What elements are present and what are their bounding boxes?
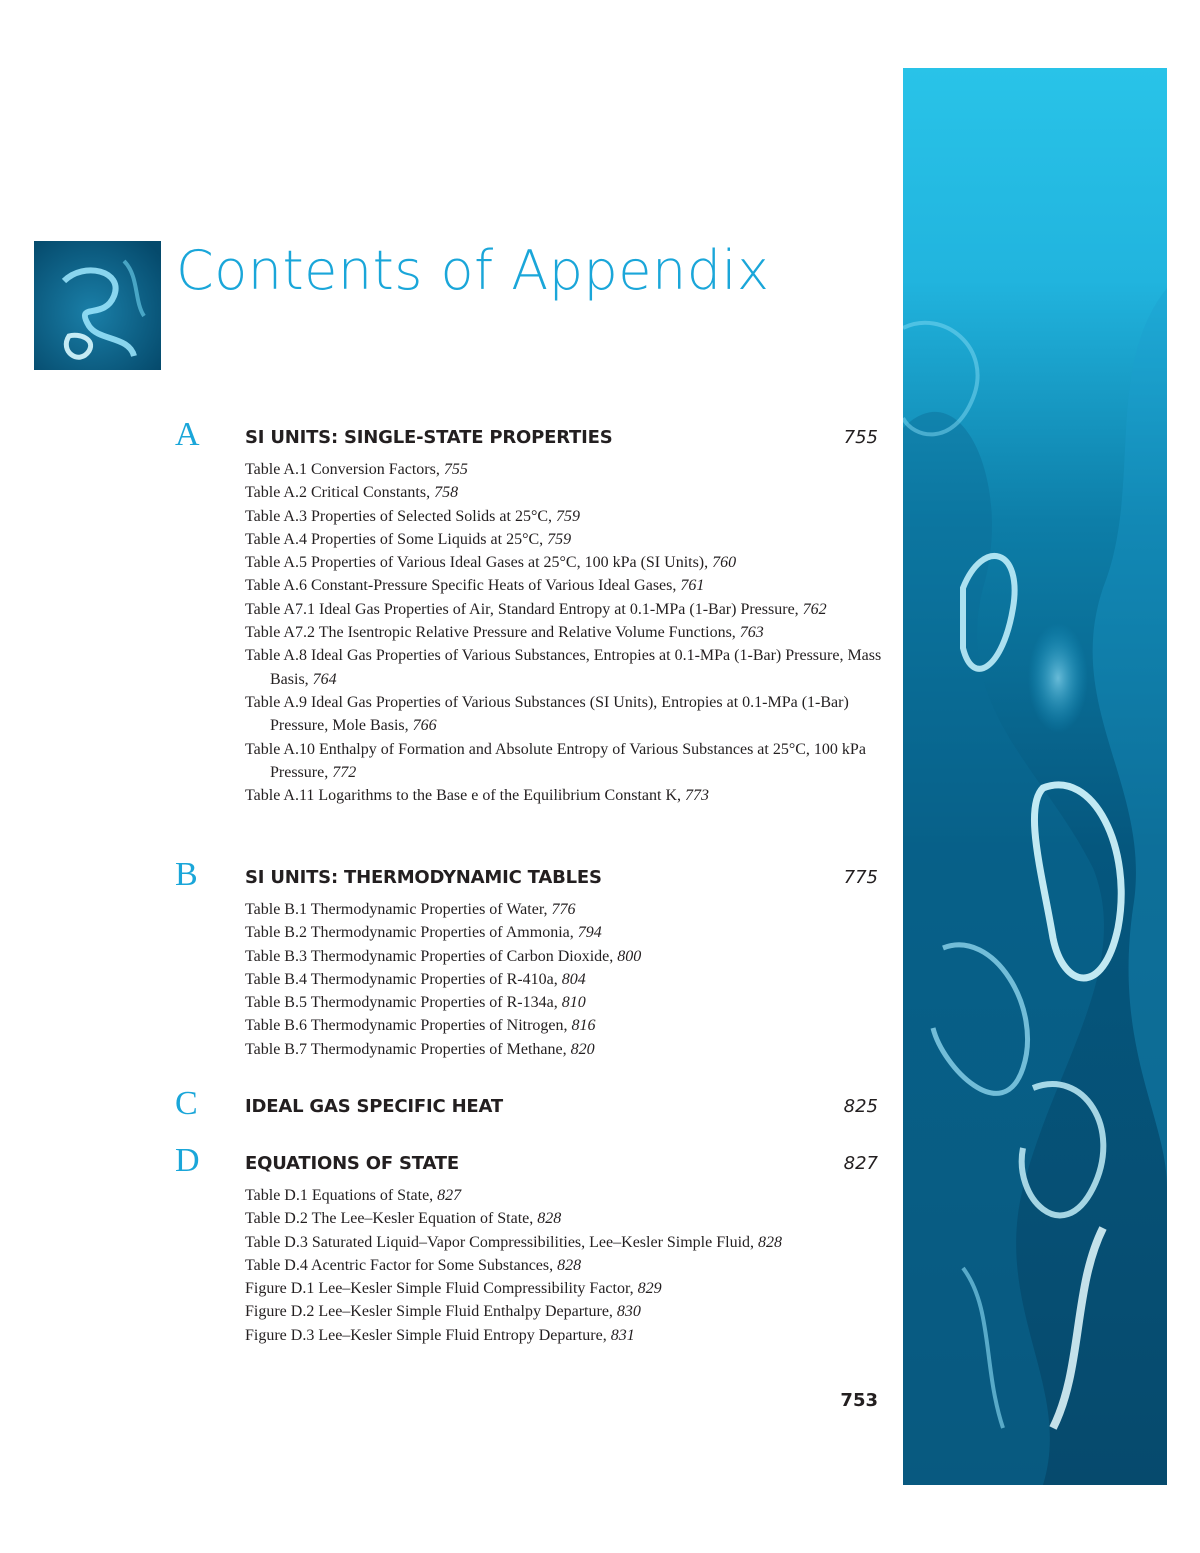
section-page-number: 825 — [843, 1096, 878, 1117]
toc-entry-page: 762 — [802, 600, 827, 618]
toc-entry — [245, 1254, 885, 1277]
toc-entry-text: Table A7.2 The Isentropic Relative Pressure and Relative Volume Functions, — [245, 624, 736, 642]
toc-entry-page: 810 — [561, 994, 586, 1012]
toc-entry — [245, 945, 885, 968]
toc-entry-page: 760 — [712, 554, 737, 572]
toc-entry-text: Table A.1 Conversion Factors, — [245, 461, 440, 478]
toc-entry-text: Table A.6 Constant-Pressure Specific Heats of Various Ideal Gases, — [245, 577, 677, 595]
section-title: SI UNITS: SINGLE-STATE PROPERTIES — [245, 427, 613, 448]
toc-entry-page: 829 — [637, 1280, 662, 1298]
toc-entry — [245, 481, 885, 504]
toc-entry — [245, 1300, 885, 1323]
section-entries — [245, 1184, 885, 1347]
smoke-thumbnail-image — [34, 241, 161, 370]
toc-entry-text: Table B.2 Thermodynamic Properties of Ammonia, — [245, 924, 574, 942]
section-entries — [245, 458, 885, 807]
toc-entry — [245, 968, 885, 991]
toc-entry-text: Table A.9 Ideal Gas Properties of Various Substances (SI Units), Entropies at 0.1-MPa (1-Bar) Pressure, Mole Basis, — [245, 693, 849, 735]
page-title: Contents of Appendix — [176, 239, 770, 302]
toc-entry — [245, 1231, 885, 1254]
toc-entry-page: 755 — [443, 461, 468, 478]
toc-entry — [245, 898, 885, 921]
toc-entry-page: 759 — [556, 507, 581, 525]
smoke-band-image — [903, 68, 1167, 1485]
toc-entry-text: Table A.10 Enthalpy of Formation and Absolute Entropy of Various Substances at 25°C, 100 kPa Pressure, — [245, 740, 866, 781]
toc-entry-text: Table A.5 Properties of Various Ideal Gases at 25°C, 100 kPa (SI Units), — [245, 554, 709, 572]
toc-entry — [245, 991, 885, 1014]
section-title: EQUATIONS OF STATE — [245, 1153, 459, 1174]
section-page-number: 827 — [843, 1153, 878, 1174]
toc-entry-text: Table B.6 Thermodynamic Properties of Nitrogen, — [245, 1017, 568, 1035]
section-title: IDEAL GAS SPECIFIC HEAT — [245, 1096, 503, 1117]
toc-entry-page: 763 — [739, 624, 764, 642]
toc-entry — [245, 528, 885, 551]
decorative-smoke-thumbnail — [34, 241, 161, 370]
toc-entry-page: 820 — [570, 1040, 595, 1058]
toc-entry-page: 764 — [312, 670, 337, 688]
toc-entry-page: 828 — [557, 1256, 582, 1274]
toc-entry-page: 800 — [617, 947, 642, 965]
toc-entry-text: Table B.5 Thermodynamic Properties of R-134a, — [245, 994, 558, 1012]
toc-entry-text: Figure D.1 Lee–Kesler Simple Fluid Compressibility Factor, — [245, 1280, 634, 1298]
toc-entry — [245, 621, 885, 644]
toc-entry-text: Table D.3 Saturated Liquid–Vapor Compressibilities, Lee–Kesler Simple Fluid, — [245, 1233, 755, 1251]
toc-entry-page: 816 — [571, 1017, 596, 1035]
toc-entry-page: 794 — [577, 924, 602, 942]
toc-entry — [245, 551, 885, 574]
toc-entry-text: Table A7.1 Ideal Gas Properties of Air, Standard Entropy at 0.1-MPa (1-Bar) Pressure, — [245, 600, 799, 618]
toc-entry — [245, 1277, 885, 1300]
toc-entry-text: Table B.4 Thermodynamic Properties of R-410a, — [245, 970, 558, 988]
toc-entry-page: 831 — [610, 1326, 635, 1344]
toc-entry-page: 776 — [551, 901, 576, 918]
toc-entry — [245, 1014, 885, 1037]
toc-entry — [245, 458, 885, 481]
toc-entry-text: Table A.2 Critical Constants, — [245, 484, 431, 502]
toc-entry — [245, 598, 885, 621]
toc-entry — [245, 921, 885, 944]
toc-entry — [245, 1207, 885, 1230]
toc-entry — [245, 691, 885, 738]
toc-entry-page: 773 — [685, 787, 709, 805]
section-letter: A — [175, 416, 200, 453]
toc-entry-page: 766 — [412, 717, 437, 735]
section-letter: C — [175, 1085, 198, 1122]
toc-entry-page: 761 — [680, 577, 705, 595]
toc-entry — [245, 784, 885, 807]
toc-entry — [245, 738, 885, 785]
page-folio-number: 753 — [840, 1390, 878, 1411]
toc-entry-text: Table A.11 Logarithms to the Base e of the Equilibrium Constant K, — [245, 787, 681, 805]
toc-entry-page: 828 — [758, 1233, 783, 1251]
toc-entry — [245, 1184, 885, 1207]
toc-entry-text: Table A.4 Properties of Some Liquids at 25°C, — [245, 530, 544, 548]
toc-entry-text: Table A.8 Ideal Gas Properties of Various Substances, Entropies at 0.1-MPa (1-Bar) Pressure, Mass Basis, — [245, 647, 882, 688]
section-letter: B — [175, 856, 198, 893]
section-entries — [245, 898, 885, 1061]
toc-entry-page: 772 — [332, 763, 357, 781]
toc-entry-page: 828 — [537, 1210, 562, 1228]
toc-entry-text: Table D.4 Acentric Factor for Some Substances, — [245, 1256, 554, 1274]
section-title: SI UNITS: THERMODYNAMIC TABLES — [245, 867, 602, 888]
toc-entry-text: Table D.1 Equations of State, — [245, 1187, 434, 1204]
decorative-smoke-band — [903, 68, 1167, 1485]
toc-entry-text: Table A.3 Properties of Selected Solids at 25°C, — [245, 507, 553, 525]
toc-entry — [245, 644, 885, 691]
toc-entry-text: Table B.3 Thermodynamic Properties of Carbon Dioxide, — [245, 947, 614, 965]
toc-entry — [245, 574, 885, 597]
toc-entry-page: 758 — [434, 484, 459, 502]
toc-entry-page: 759 — [547, 530, 572, 548]
toc-entry-text: Table B.1 Thermodynamic Properties of Water, — [245, 901, 548, 918]
toc-entry-text: Figure D.3 Lee–Kesler Simple Fluid Entropy Departure, — [245, 1326, 607, 1344]
toc-entry-text: Table D.2 The Lee–Kesler Equation of State, — [245, 1210, 534, 1228]
section-page-number: 775 — [843, 867, 878, 888]
section-page-number: 755 — [843, 427, 878, 448]
toc-entry-text: Table B.7 Thermodynamic Properties of Methane, — [245, 1040, 567, 1058]
toc-entry — [245, 1038, 885, 1061]
section-letter: D — [175, 1142, 200, 1179]
toc-entry — [245, 505, 885, 528]
toc-entry-text: Figure D.2 Lee–Kesler Simple Fluid Enthalpy Departure, — [245, 1303, 613, 1321]
toc-entry-page: 827 — [437, 1187, 462, 1204]
toc-entry-page: 804 — [561, 970, 586, 988]
toc-entry-page: 830 — [616, 1303, 641, 1321]
toc-entry — [245, 1324, 885, 1347]
